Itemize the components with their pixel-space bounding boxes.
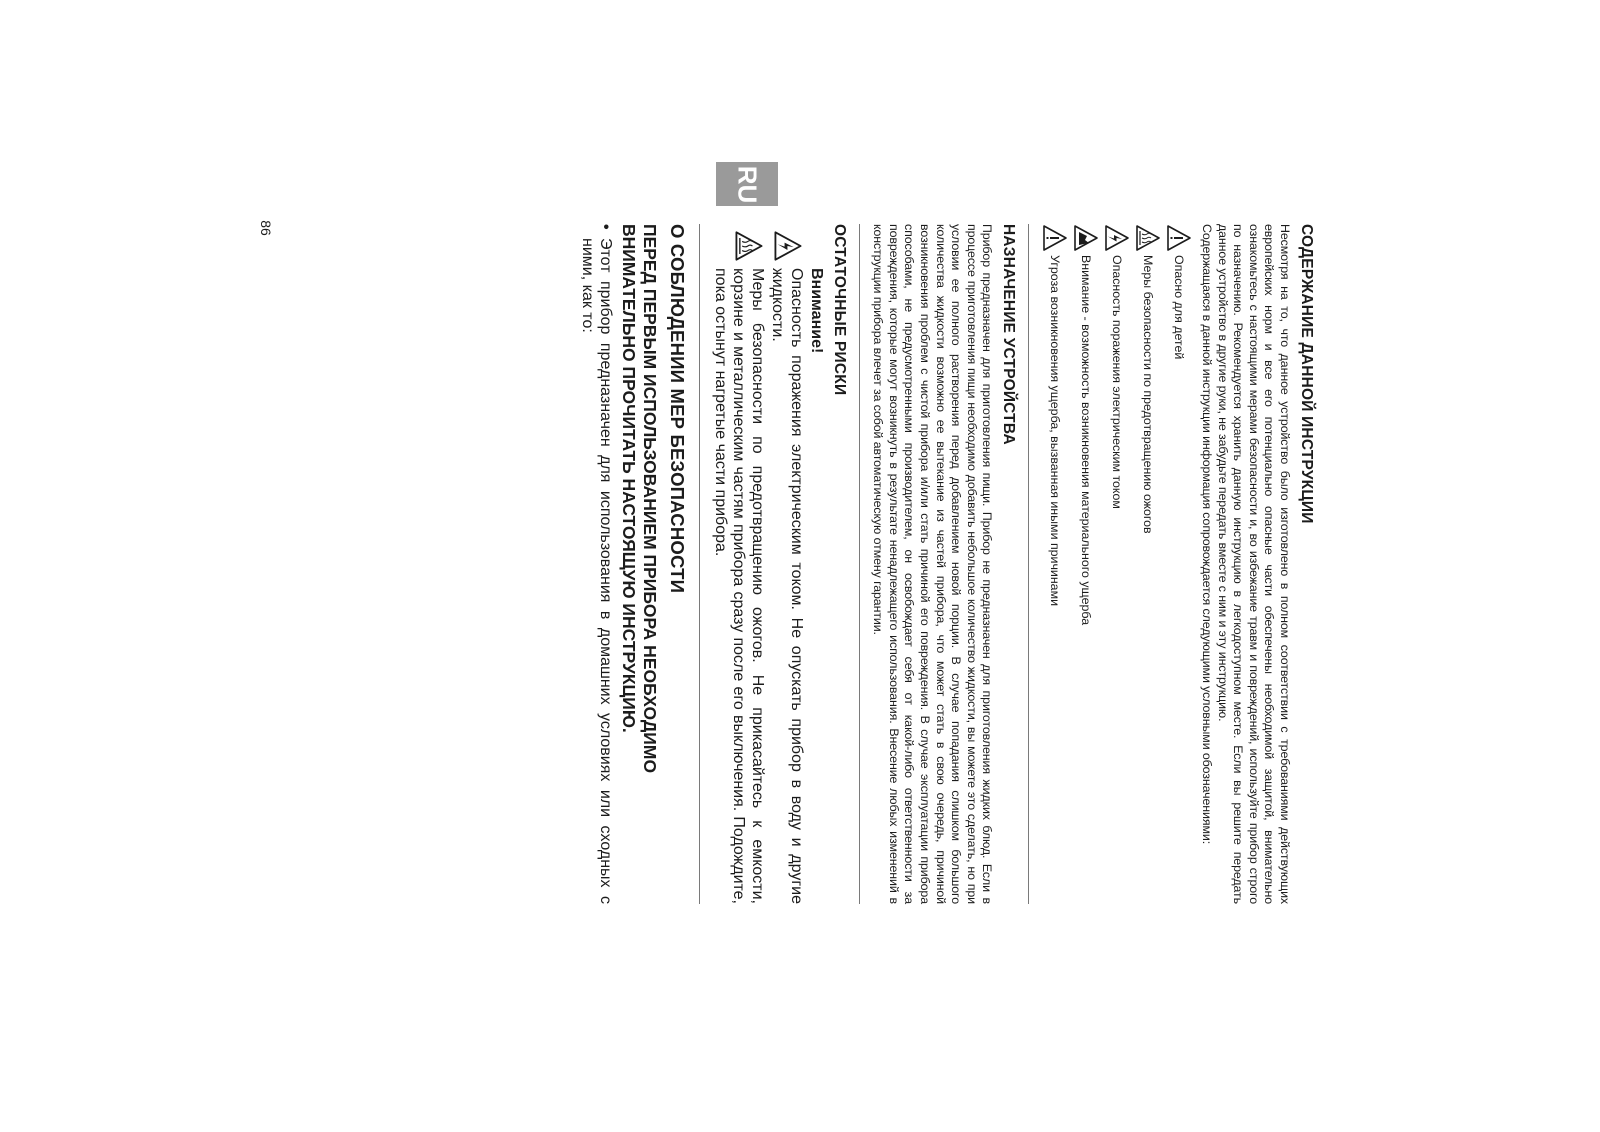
warning-heading bbox=[807, 224, 825, 904]
symbol-label: Опасность поражения электрическим током bbox=[1110, 255, 1125, 509]
list-item bbox=[577, 224, 614, 904]
symbol-row-damage bbox=[1070, 224, 1101, 904]
section-title-contents: СОДЕРЖАНИЕ ДАННОЙ ИНСТРУКЦИИ bbox=[1298, 224, 1315, 524]
symbol-label: Внимание - возможность возникновения материального ущерба bbox=[1079, 255, 1094, 626]
risk-icon-wrap bbox=[773, 224, 805, 268]
risk-text: Меры безопасности по предотвращению ожогов. Не прикасайтесь к емкости, корзине и металлическим частям прибора сразу после его выключения. Подождите, пока остынут нагретые части прибора. bbox=[711, 268, 766, 904]
purpose-paragraph: Прибор предназначен для приготовления пищи. Прибор не предназначен для приготовления жидких блюд. Если в процессе приготовления пищи необходимо добавить небольшое количество жидкости, вы можете это сделать, но при условии ее полного растворения перед добавлением новой порции. В случае попадания слишком большого количества жидкости возможно ее вытекание из частей прибора, что может стать в свою очередь, причиной возникновения проблем с чистой прибора и/или стать причиной его повреждения. В случае эксплуатации прибора способами, не предусмотренными производителем, он освобождает себя от какой-либо ответственности за повреждения, которые могут возникнуть в результате ненадлежащего использования. Внесение любых изменений в конструкции прибора влечет за собой автоматическую отмену гарантии. bbox=[871, 224, 995, 904]
page-number-text: 86 bbox=[257, 220, 274, 236]
symbol-row-burns bbox=[1132, 224, 1163, 904]
risk-item-burns bbox=[710, 224, 766, 904]
hot-surface-icon bbox=[734, 230, 764, 262]
symbol-row-electric bbox=[1101, 224, 1132, 904]
warning-triangle-icon bbox=[1166, 224, 1192, 252]
symbol-row-other bbox=[1039, 224, 1070, 904]
warning-title: Внимание! bbox=[807, 268, 825, 354]
contents-symbols-intro: Содержащаяся в данной инструкции информация сопровождается следующими условными обозначениями: bbox=[1200, 224, 1215, 845]
symbol-label: Угроза возникновения ущерба, вызванная иными причинами bbox=[1048, 255, 1063, 607]
symbols-legend bbox=[1039, 224, 1194, 904]
risk-item-electric bbox=[768, 224, 805, 904]
section-title-purpose: НАЗНАЧЕНИЕ УСТРОЙСТВА bbox=[1000, 224, 1018, 445]
read-instructions-notice: ПЕРЕД ПЕРВЫМ ИСПОЛЬЗОВАНИЕМ ПРИБОРА НЕОБХОДИМО ВНИМАТЕЛЬНО ПРОЧИТАТЬ НАСТОЯЩУЮ ИНСТРУКЦИЮ. bbox=[619, 224, 661, 774]
symbol-row-children bbox=[1163, 224, 1194, 904]
section-title-residual-risks: ОСТАТОЧНЫЕ РИСКИ bbox=[830, 224, 848, 396]
bullet-dot: • bbox=[597, 224, 615, 230]
electric-shock-icon bbox=[773, 230, 803, 262]
section-divider bbox=[859, 224, 860, 904]
section-divider bbox=[1028, 224, 1029, 904]
symbol-label: Опасно для детей bbox=[1172, 255, 1187, 360]
section-divider bbox=[699, 224, 700, 904]
electric-shock-icon bbox=[1104, 224, 1130, 252]
page-number bbox=[252, 218, 280, 238]
symbol-label: Меры безопасности по предотвращению ожогов bbox=[1141, 255, 1156, 534]
rotated-page-content bbox=[246, 224, 1316, 904]
risk-icon-wrap bbox=[734, 224, 766, 268]
hot-surface-icon bbox=[1135, 224, 1161, 252]
bullet-text: Этот прибор предназначен для использования в домашних условиях или сходных с ними, как то: bbox=[578, 238, 615, 904]
manual-page bbox=[577, 224, 1316, 904]
contents-intro-paragraph: Несмотря на то, что данное устройство было изготовлено в полном соответствии с требованиями действующих европейских норм и все его потенциально опасные части обеспечены необходимой защитой, внимательно ознакомьтесь с настоящими мерами безопасности и, во избежание травм и повреждений, используйте прибор строго по назначению. Рекомендуется хранить данную инструкцию в легкодоступном месте. Если вы решите передать данное устройство в другие руки, не забудьте передать вместе с ним и эту инструкцию. bbox=[1215, 224, 1292, 904]
section-title-safety: О СОБЛЮДЕНИИ МЕР БЕЗОПАСНОСТИ bbox=[667, 224, 689, 594]
hand-crush-icon bbox=[1073, 224, 1099, 252]
language-tab bbox=[716, 162, 778, 206]
warning-triangle-icon bbox=[1042, 224, 1068, 252]
language-code: RU bbox=[732, 165, 763, 203]
risk-text: Опасность поражения электрическим током. Не опускать прибор в воду и другие жидкости. bbox=[769, 268, 805, 904]
